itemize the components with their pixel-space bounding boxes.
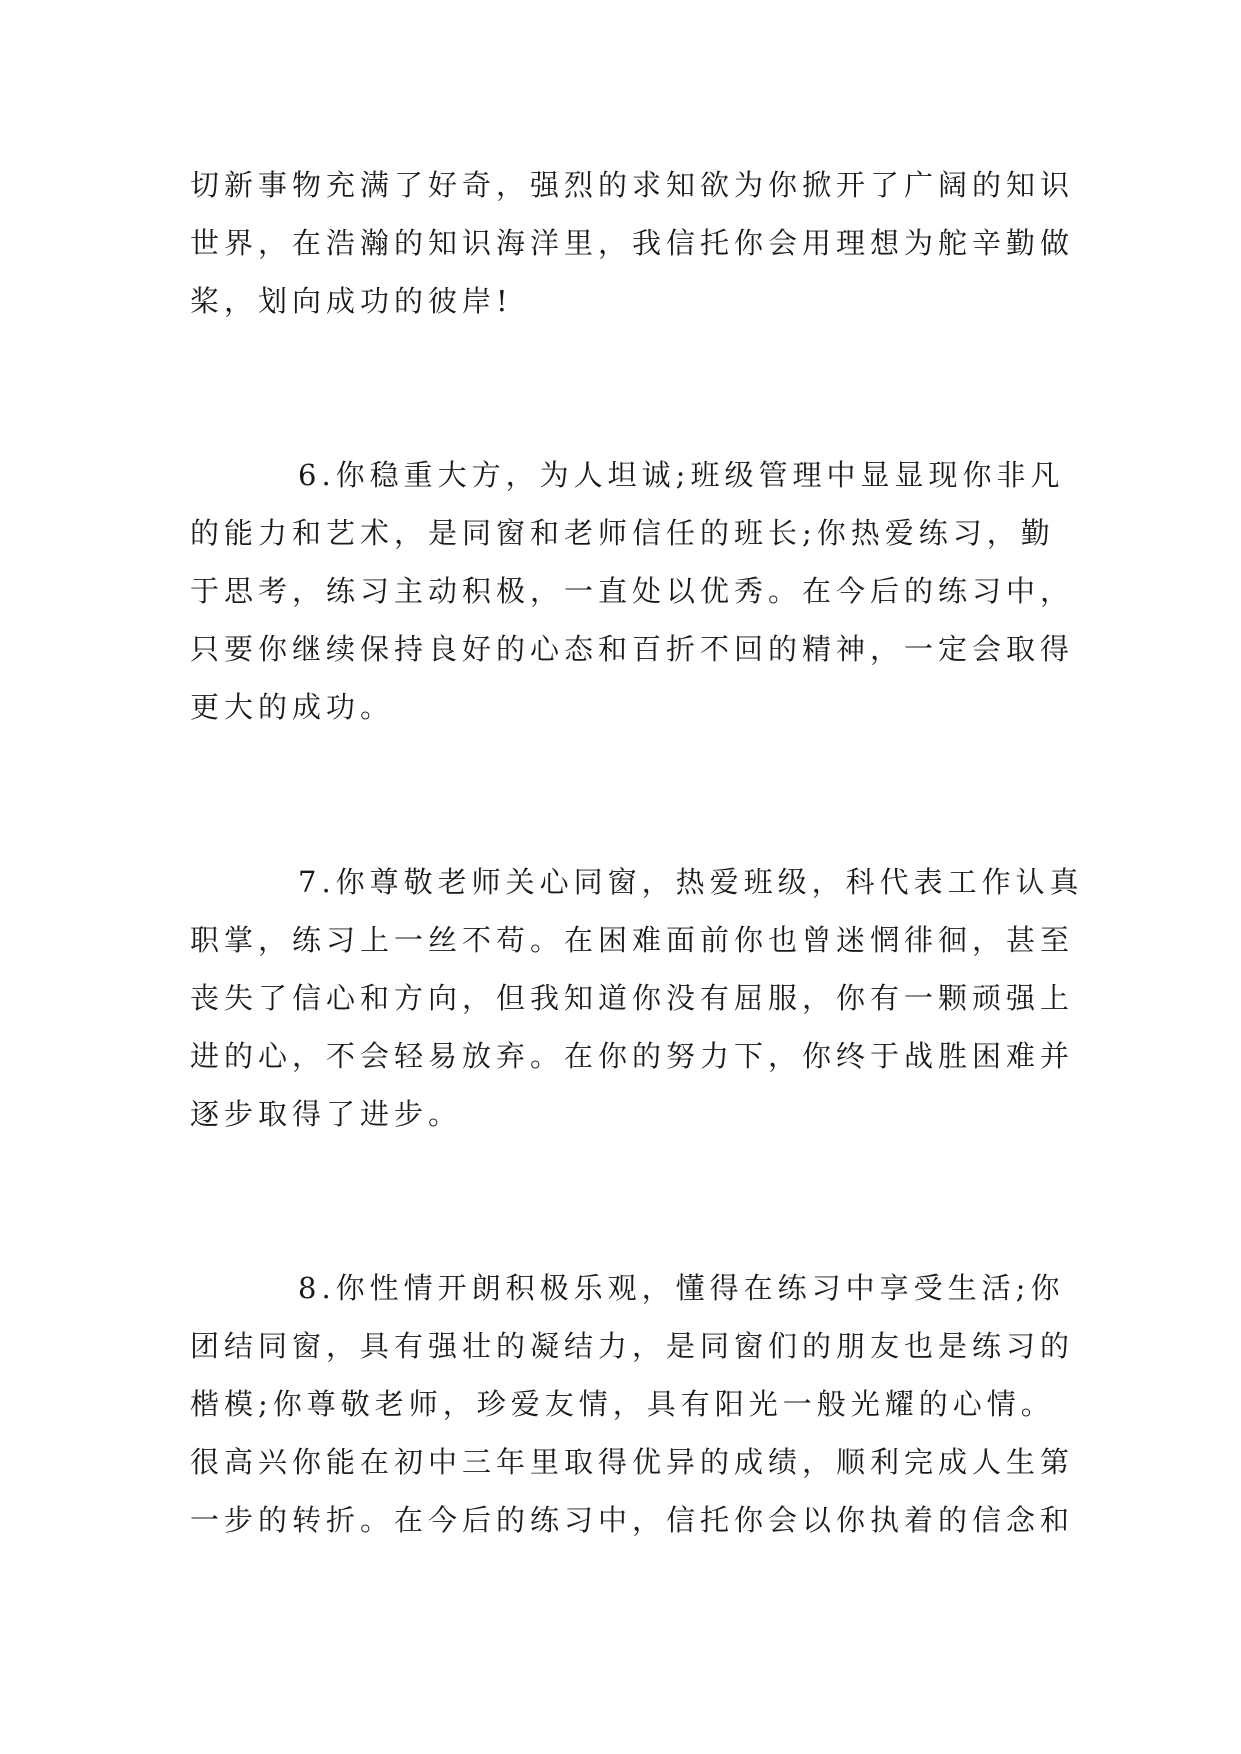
text-line: 只要你继续保持良好的心态和百折不回的精神，一定会取得 xyxy=(190,632,1075,666)
text-line: 楷模;你尊敬老师，珍爱友情，具有阳光一般光耀的心情。 xyxy=(190,1387,1055,1421)
text-line-first: 6.你稳重大方，为人坦诚;班级管理中显显现你非凡 xyxy=(298,458,1065,492)
paragraph-continued xyxy=(190,156,1075,330)
text-line: 团结同窗，具有强壮的凝结力，是同窗们的朋友也是练习的 xyxy=(190,1329,1075,1363)
text-line: 世界，在浩瀚的知识海洋里，我信托你会用理想为舵辛勤做 xyxy=(190,226,1075,260)
paragraph-item-8 xyxy=(190,1259,1075,1549)
text-line-first: 8.你性情开朗积极乐观，懂得在练习中享受生活;你 xyxy=(298,1271,1065,1305)
paragraph-item-7 xyxy=(190,853,1084,1143)
text-line: 更大的成功。 xyxy=(190,690,395,724)
text-line: 职掌，练习上一丝不苟。在困难面前你也曾迷惘徘徊，甚至 xyxy=(190,923,1075,957)
text-line: 逐步取得了进步。 xyxy=(190,1097,463,1131)
text-line: 一步的转折。在今后的练习中，信托你会以你执着的信念和 xyxy=(190,1503,1075,1537)
text-line-first: 7.你尊敬老师关心同窗，热爱班级，科代表工作认真 xyxy=(298,865,1084,899)
text-line: 进的心，不会轻易放弃。在你的努力下，你终于战胜困难并 xyxy=(190,1039,1075,1073)
text-line: 桨，划向成功的彼岸! xyxy=(190,284,513,318)
text-line: 丧失了信心和方向，但我知道你没有屈服，你有一颗顽强上 xyxy=(190,981,1075,1015)
text-line: 很高兴你能在初中三年里取得优异的成绩，顺利完成人生第 xyxy=(190,1445,1075,1479)
text-line: 切新事物充满了好奇，强烈的求知欲为你掀开了广阔的知识 xyxy=(190,168,1075,202)
paragraph-item-6 xyxy=(190,446,1075,736)
text-line: 于思考，练习主动积极，一直处以优秀。在今后的练习中， xyxy=(190,574,1075,608)
text-line: 的能力和艺术，是同窗和老师信任的班长;你热爱练习，勤 xyxy=(190,516,1055,550)
